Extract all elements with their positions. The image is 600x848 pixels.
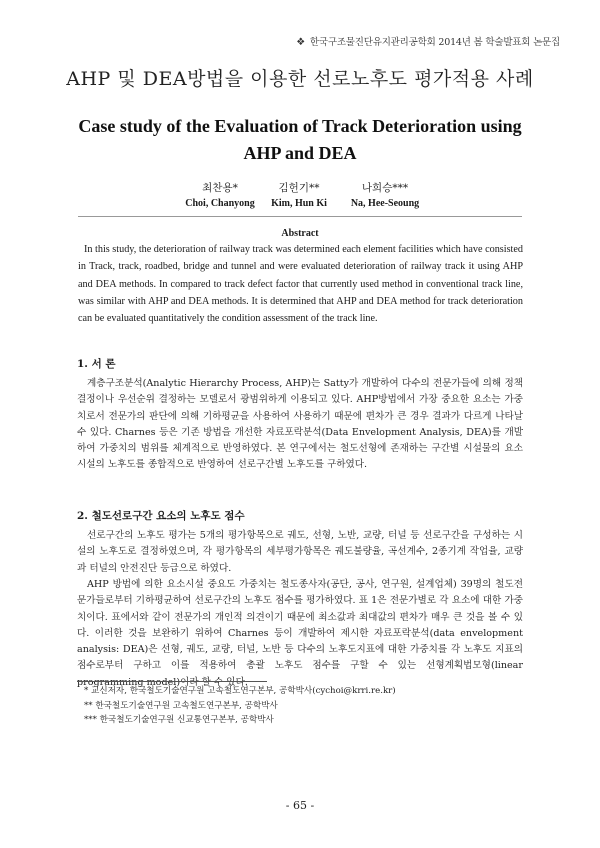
english-title: Case study of the Evaluation of Track Deterioration using AHP and DEA: [78, 116, 522, 163]
footnote-2: ** 한국철도기술연구원 고속철도연구본부, 공학박사: [84, 700, 278, 711]
korean-title: AHP 및 DEA방법을 이용한 선로노후도 평가적용 사례: [66, 68, 534, 90]
title-divider: [78, 216, 522, 217]
section-1-paragraph: 계층구조분석(Analytic Hierarchy Process, AHP)는 Satty가 개발하여 다수의 전문가들에 의해 정책결정이나 우선순위 결정하는 모델로서 광범위하게 이용되고 있다. AHP방법에서 가장 중요한 요소는 가중치로서 전문가의 판단에 의해 기하평균을 사용하여 사용하기 때문에 편차가 큰 경우 결과가 다르게 나타날 수 있다. Charnes 등은 기존 방법을 개선한 자료포락분석(Data Envelopment Analysis, DEA)를 개발하여 가중치의 범위를 체계적으로 반영하였다. 본 연구에서는 철도선형에 존재하는 구간별 시설물의 요소 시설의 노후도를 종합적으로 반영하여 선로구간별 노후도를 구하였다.: [77, 378, 523, 471]
abstract-heading: Abstract: [281, 228, 319, 239]
author-3: [330, 180, 440, 212]
footnote-3: *** 한국철도기술연구원 신교통연구본부, 공학박사: [84, 715, 274, 725]
section-2-paragraph-1: 선로구간의 노후도 평가는 5개의 평가항목으로 궤도, 선형, 노반, 교량, 터널 등 선로구간을 구성하는 시설의 노후도로 결정하였으며, 각 평가항목의 세부평가항목은 궤도불량율, 곡선계수, 2종기계 작업율, 교량과 터널의 안전진단 등급으로 하였다.: [77, 530, 523, 574]
running-header: [296, 34, 560, 48]
author-3-korean-name: 나희승***: [361, 182, 409, 194]
section-2-paragraph-2: AHP 방법에 의한 요소시설 중요도 가중치는 철도종사자(공단, 공사, 연구원, 설계업체) 39명의 철도전문가들로부터 기하평균하여 선로구간의 노후도 점수를 평가하였다. 표 1은 전문가별로 각 요소에 대한 가중치이다. 표에서와 같이 전문가의 개인적 의견이기 때문에 최소값과 최대값의 편차가 매우 큰 것을 볼 수 있다. 이러한 것을 보완하기 위하여 Charnes 등이 개발하여 제시한 자료포락분석(data envelopment analysis: DEA)은 선형, 궤도, 교량, 터널, 노반 등 다수의 노후도지표에 대한 가중치를 각 노후도 지표의 점수로부터 구하고 이를 적용하여 총괄 노후도 점수를 구할 수 있는 선형계획법모형(linear programming model)이라 할 수 있다.: [77, 579, 523, 688]
author-2-english-name: Kim, Hun Ki: [271, 198, 327, 209]
footnotes: [84, 684, 396, 728]
diamond-bullet-icon: ❖: [296, 37, 306, 48]
author-2-korean-name: 김헌기**: [278, 182, 320, 194]
author-3-english-name: Na, Hee-Seoung: [350, 198, 420, 209]
section-2-heading: 2. 철도선로구간 요소의 노후도 점수: [77, 510, 245, 522]
footnote-divider: [77, 681, 267, 682]
author-1-korean-name: 최찬용*: [202, 182, 238, 194]
footnote-1: * 교신저자, 한국철도기술연구원 고속철도연구본부, 공학박사(cychoi@krri.re.kr): [84, 686, 396, 696]
running-header-text: 한국구조물진단유지관리공학회 2014년 봄 학술발표회 논문집: [309, 37, 560, 48]
author-1-english-name: Choi, Chanyong: [185, 198, 255, 209]
abstract-body: In this study, the deterioration of railway track was determined each element facilities which have consisted in Track, track, roadbed, bridge and tunnel and were evaluated deterioration of railway track it using AHP and DEA methods. In compared to track defect factor that currently used method in conventional track line, was similar with AHP and DEA methods. It is determined that AHP and DEA method for track deterioration can be evaluated quantitatively the condition assessment of the track line.: [78, 244, 523, 325]
section-1-heading: 1. 서 론: [77, 358, 116, 370]
page-number: - 65 -: [285, 799, 315, 812]
